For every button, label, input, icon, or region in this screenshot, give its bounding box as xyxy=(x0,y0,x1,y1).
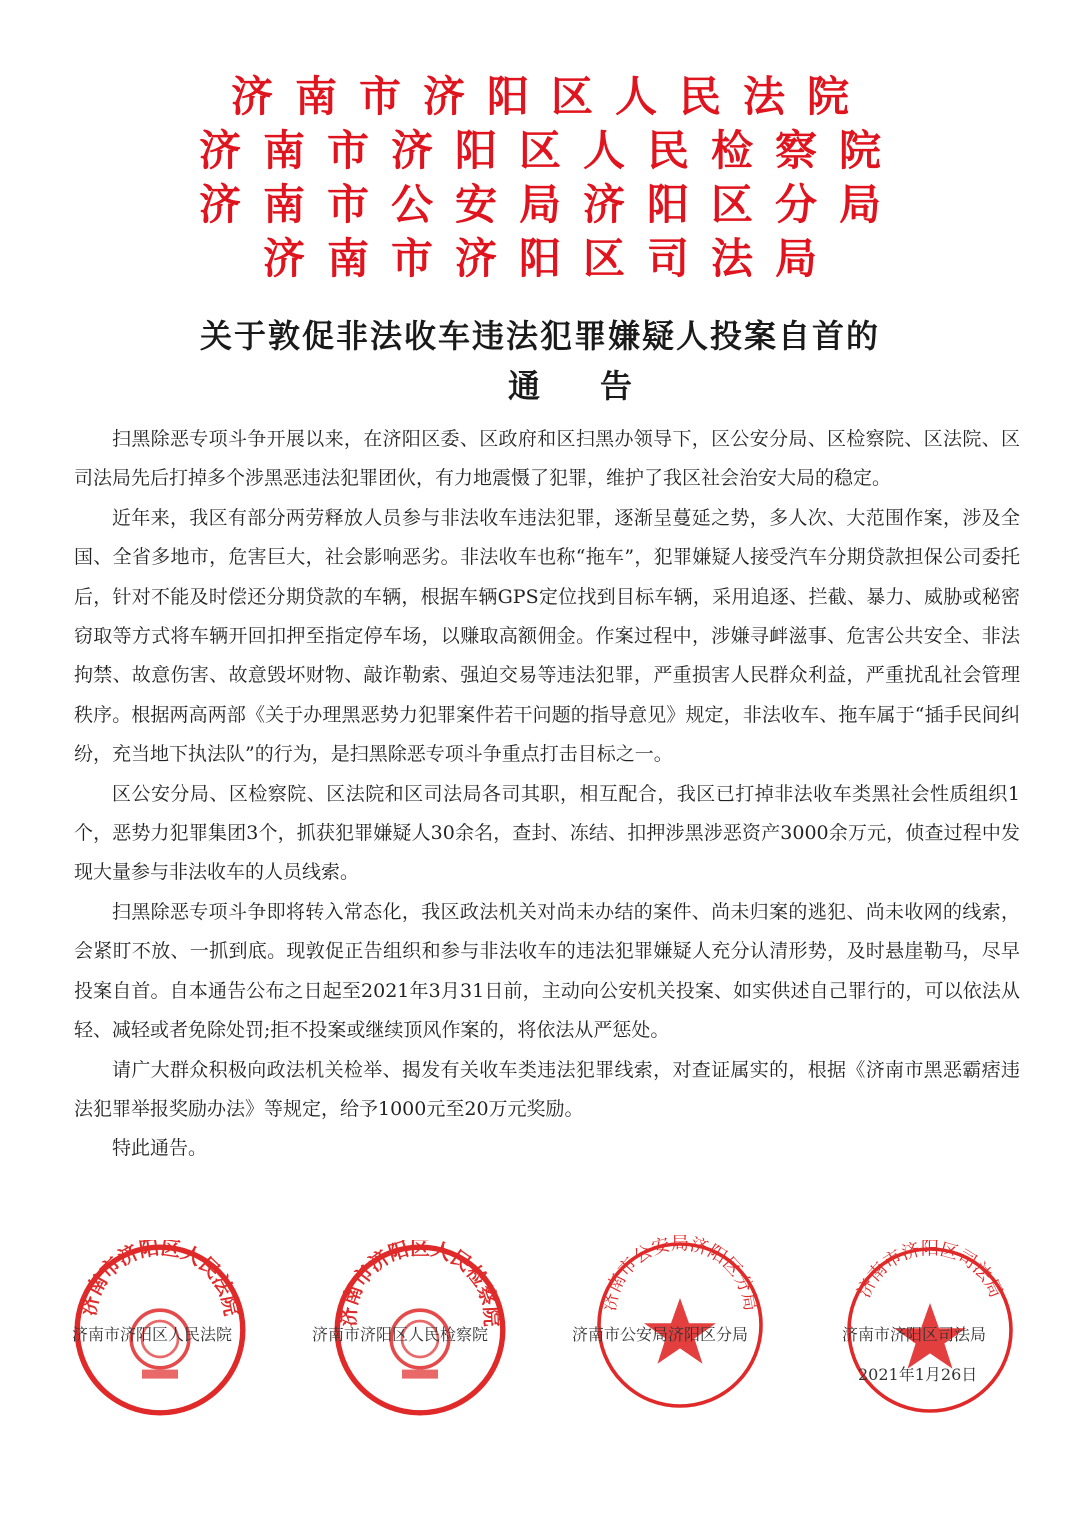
signature-justice-bureau: 济南市济阳区司法局 xyxy=(842,1325,987,1344)
document-subtitle: 通告 xyxy=(507,367,692,405)
org-court: 济南市济阳区人民法院 xyxy=(230,72,871,121)
org-procuratorate: 济南市济阳区人民检察院 xyxy=(198,126,903,175)
signature-court: 济南市济阳区人民法院 xyxy=(72,1325,233,1344)
paragraph-urge: 扫黑除恶专项斗争即将转入常态化，我区政法机关对尚未办结的案件、尚未归案的逃犯、尚未收网的线索，会紧盯不放、一抓到底。现敦促正告组织和参与非法收车的违法犯罪嫌疑人充分认清形势，及时悬崖勒马，尽早投案自首。自本通告公布之日起至2021年3月31日前，主动向公安机关投案、如实供述自己罪行的，可以依法从轻、减轻或者免除处罚;拒不投案或继续顶风作案的，将依法从严惩处。 xyxy=(74,900,1020,1042)
org-justice-bureau: 济南市济阳区司法局 xyxy=(262,234,839,283)
issue-date: 2021年1月26日 xyxy=(858,1365,978,1384)
signature-public-security: 济南市公安局济阳区分局 xyxy=(572,1325,749,1344)
org-public-security: 济南市公安局济阳区分局 xyxy=(198,180,903,229)
document-title: 关于敦促非法收车违法犯罪嫌疑人投案自首的 xyxy=(199,317,880,355)
svg-text:济南市济阳区人民检察院: 济南市济阳区人民检察院 xyxy=(335,1240,505,1327)
paragraph-background: 近年来，我区有部分两劳释放人员参与非法收车违法犯罪，逐渐呈蔓延之势，多人次、大范围作案，涉及全国、全省多地市，危害巨大，社会影响恶劣。非法收车也称“拖车”，犯罪嫌疑人接受汽车分期贷款担保公司委托后，针对不能及时偿还分期贷款的车辆，根据车辆GPS定位找到目标车辆，采用追逐、拦截、暴力、威胁或秘密窃取等方式将车辆开回扣押至指定停车场，以赚取高额佣金。作案过程中，涉嫌寻衅滋事、危害公共安全、非法拘禁、故意伤害、故意毁坏财物、敲诈勒索、强迫交易等违法犯罪，严重损害人民群众利益，严重扰乱社会管理秩序。根据两高两部《关于办理黑恶势力犯罪案件若干问题的指导意见》规定，非法收车、拖车属于“插手民间纠纷，充当地下执法队”的行为，是扫黑除恶专项斗争重点打击目标之一。 xyxy=(74,506,1020,766)
paragraph-intro: 扫黑除恶专项斗争开展以来，在济阳区委、区政府和区扫黑办领导下，区公安分局、区检察院、区法院、区司法局先后打掉多个涉黑恶违法犯罪团伙，有力地震慑了犯罪，维护了我区社会治安大局的稳定。 xyxy=(74,428,1020,490)
svg-text:济南市公安局济阳区分局: 济南市公安局济阳区分局 xyxy=(598,1235,762,1313)
paragraph-results: 区公安分局、区检察院、区法院和区司法局各司其职，相互配合，我区已打掉非法收车类黑社会性质组织1个，恶势力犯罪集团3个，抓获犯罪嫌疑人30余名，查封、冻结、扣押涉黑涉恶资产3000余万元，侦查过程中发现大量参与非法收车的人员线索。 xyxy=(74,782,1020,884)
paragraph-reward: 请广大群众积极向政法机关检举、揭发有关收车类违法犯罪线索，对查证属实的，根据《济南市黑恶霸痞违法犯罪举报奖励办法》等规定，给予1000元至20万元奖励。 xyxy=(74,1058,1020,1120)
paragraph-closing: 特此通告。 xyxy=(112,1137,208,1160)
document-body xyxy=(74,420,1020,1169)
signature-procuratorate: 济南市济阳区人民检察院 xyxy=(312,1325,489,1344)
svg-text:济南市济阳区司法局: 济南市济阳区司法局 xyxy=(853,1240,1007,1302)
svg-text:济南市济阳区人民法院: 济南市济阳区人民法院 xyxy=(75,1240,245,1318)
issuing-organizations xyxy=(0,70,1080,286)
